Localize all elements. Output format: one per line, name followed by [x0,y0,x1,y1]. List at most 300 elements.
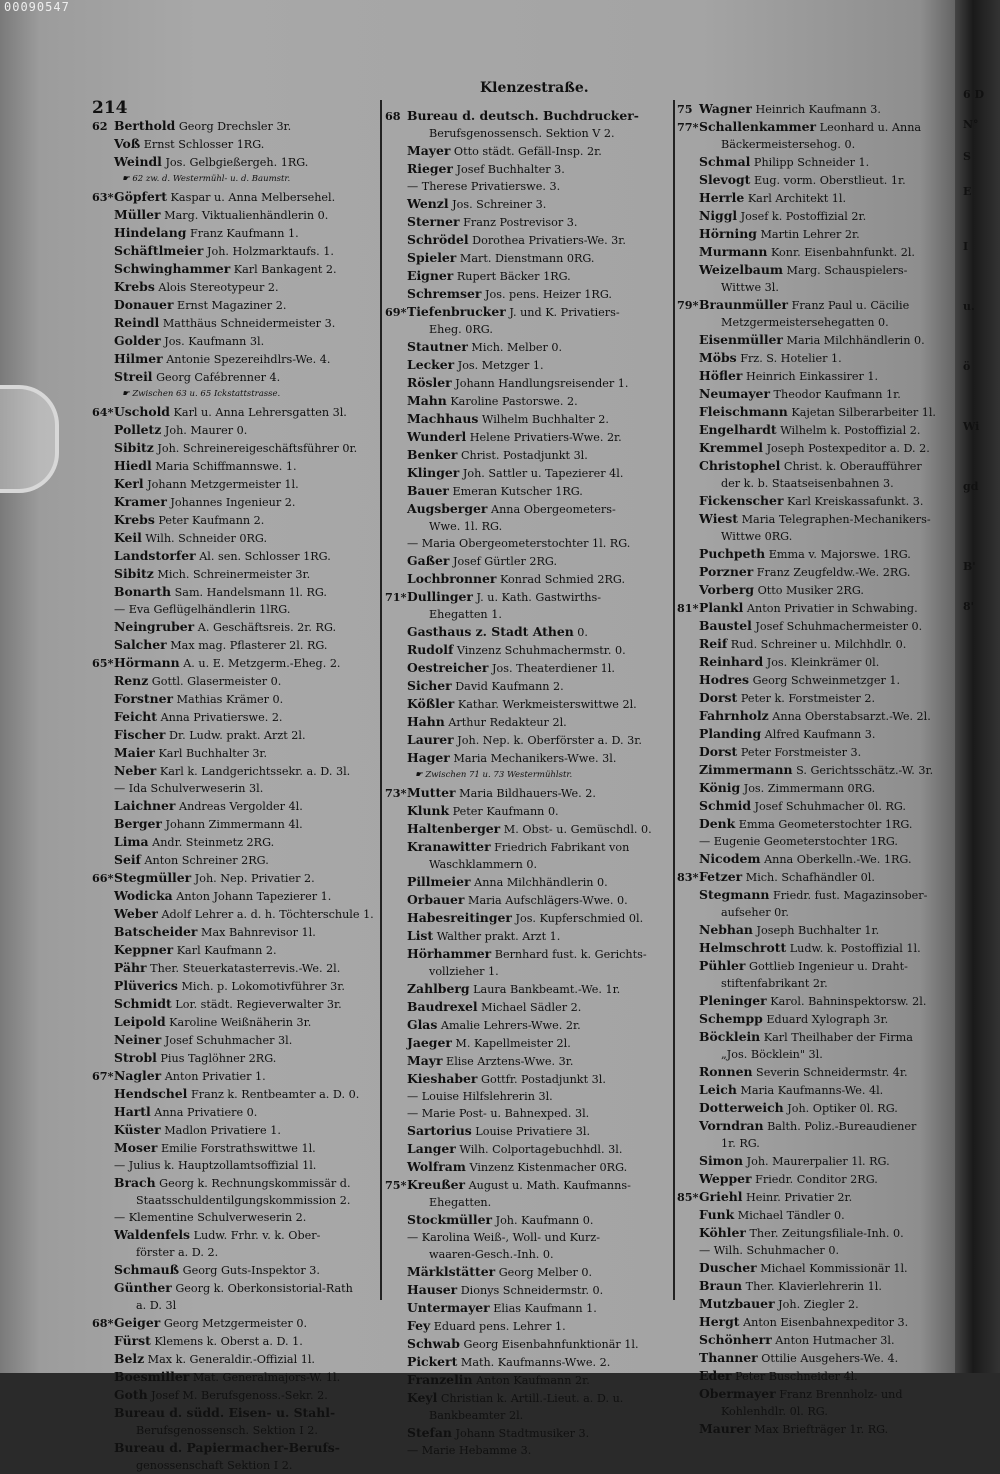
entry-surname: Krebs [114,512,155,527]
entry-wrap-line: stiftenfabrikant 2r. [721,977,828,990]
entry-surname: Hendschel [114,1086,188,1101]
house-number: 75* [385,1178,407,1192]
entry-surname: Keil [114,530,142,545]
entry-surname: Niggl [699,208,738,223]
entry-surname: Donauer [114,297,174,312]
entry-wrap-line: „Jos. Böcklein" 3l. [721,1048,823,1061]
entry-details: Joseph Postexpeditor a. D. 2. [766,442,930,455]
directory-entry [92,117,382,135]
entry-details: Mich. Melber 0. [471,341,563,354]
entry-surname: Wolfram [407,1159,466,1174]
entry-details: Rud. Schreiner u. Milchhdlr. 0. [730,638,907,651]
entry-details: Karoline Weißnäherin 3r. [169,1016,312,1029]
entry-surname: Sartorius [407,1123,472,1138]
directory-entry [677,457,955,475]
directory-entry [385,909,677,927]
entry-surname: Weizelbaum [699,262,783,277]
page-number: 214 [92,98,128,118]
entry-details: Gottlieb Ingenieur u. Draht- [749,960,908,973]
entry-wrap-line: Metzgermeistersehegatten 0. [721,316,889,329]
house-number: 81* [677,601,699,615]
directory-entry [92,457,382,475]
directory-entry [677,850,955,868]
directory-entry [92,762,382,780]
entry-surname: Schwab [407,1336,460,1351]
entry-surname: Tiefenbrucker [407,304,506,319]
directory-entry [92,583,382,601]
entry-surname: Pühler [699,958,746,973]
entry-continuation: — Klementine Schulverweserin 2. [114,1211,307,1224]
edge-fragment: 8' [963,600,975,613]
entry-details: Anna Oberstabsarzt.-We. 2l. [772,710,931,723]
directory-entry [92,959,382,977]
entry-details: Marg. Viktualienhändlerin 0. [164,209,329,222]
directory-entry [92,296,382,314]
entry-details: Karl Bankagent 2. [233,263,337,276]
entry-surname: Fleischmann [699,404,788,419]
entry-surname: Hörmann [114,655,180,670]
entry-surname: Hartl [114,1104,151,1119]
entry-surname: Bureau d. Papiermacher-Berufs- [114,1440,340,1455]
entry-surname: Belz [114,1351,145,1366]
entry-details: Emma Geometerstochter 1RG. [738,818,913,831]
directory-entry [92,188,382,206]
entry-surname: Mutter [407,785,456,800]
entry-surname: Rieger [407,161,453,176]
entry-surname: Simon [699,1153,744,1168]
entry-surname: Polletz [114,422,162,437]
entry-surname: List [407,928,434,943]
directory-entry [92,1368,382,1386]
directory-entry [677,689,955,707]
entry-details: Karl u. Anna Lehrersgatten 3l. [173,406,347,419]
entry-surname: Wiest [699,511,738,526]
entry-details: Andreas Vergolder 4l. [178,800,303,813]
entry-wrap-line: aufseher 0r. [721,906,789,919]
entry-details: Dionys Schneidermstr. 0. [460,1284,604,1297]
entry-details: Arthur Redakteur 2l. [448,716,567,729]
directory-entry [385,482,677,500]
directory-entry [385,659,677,677]
entry-details: Peter Kaufmann 2. [158,514,265,527]
entry-details: Ther. Klavierlehrerin 1l. [745,1280,882,1293]
entry-surname: Plankl [699,600,744,615]
entry-surname: Berthold [114,118,176,133]
entry-surname: Reindl [114,315,160,330]
entry-surname: Pleninger [699,993,767,1008]
entry-details: Christian k. Artill.-Lieut. a. D. u. [440,1392,624,1405]
entry-details: Vinzenz Schuhmachermstr. 0. [456,644,626,657]
directory-entry [92,1350,382,1368]
entry-surname: Rudolf [407,642,454,657]
entry-details: Ernst Magaziner 2. [177,299,287,312]
directory-entry [677,1117,955,1135]
entry-surname: Hörning [699,226,757,241]
directory-entry [92,368,382,386]
entry-surname: Laurer [407,732,454,747]
entry-surname: Schallenkammer [699,119,817,134]
entry-surname: Bonarth [114,584,172,599]
entry-surname: Fey [407,1318,431,1333]
entry-surname: Kramer [114,494,167,509]
entry-details: Anna Milchhändlerin 0. [474,876,608,889]
directory-entry [677,921,955,939]
entry-details: Anna Obergeometers- [490,503,616,516]
entry-surname: Reif [699,636,728,651]
entry-details: Maria Mechanikers-Wwe. 3l. [453,752,617,765]
entry-details: Eduard Xylograph 3r. [766,1013,889,1026]
entry-details: Matthäus Schneidermeister 3. [162,317,336,330]
entry-surname: Nebhan [699,922,753,937]
edge-fragment: I [963,240,969,253]
house-number: 79* [677,298,699,312]
entry-wrap-line: Wittwe 3l. [721,281,779,294]
entry-surname: Obermayer [699,1386,776,1401]
entry-details: Anna Privatiere 0. [154,1106,258,1119]
entry-surname: Göpfert [114,189,167,204]
directory-entry [385,731,677,749]
entry-details: Mich. Schreinermeister 3r. [157,568,311,581]
entry-details: Marg. Schauspielers- [786,264,908,277]
directory-entry [385,570,677,588]
entry-details: Karoline Pastorswe. 2. [450,395,578,408]
entry-details: Georg Drechsler 3r. [178,120,292,133]
entry-surname: Krebs [114,279,155,294]
directory-entry [92,1031,382,1049]
entry-details: Christ. Postadjunkt 3l. [460,449,588,462]
entry-details: Josef Schuhmacher 3l. [164,1034,293,1047]
entry-surname: Weber [114,906,158,921]
directory-entry [385,1122,677,1140]
entry-surname: Hiedl [114,458,152,473]
directory-entry [677,635,955,653]
entry-details: Emeran Kutscher 1RG. [452,485,583,498]
directory-entry [677,367,955,385]
entry-details: A. Geschäftsreis. 2r. RG. [197,621,337,634]
entry-details: Gottfr. Postadjunkt 3l. [481,1073,606,1086]
entry-details: Josef Schuhmacher 0l. RG. [754,800,906,813]
entry-surname: Lecker [407,357,455,372]
directory-entry [677,385,955,403]
entry-details: Anton Privatier in Schwabing. [746,602,918,615]
directory-entry [385,980,677,998]
entry-details: M. Obst- u. Gemüschdl. 0. [503,823,652,836]
directory-entry [92,887,382,905]
entry-surname: Schönherr [699,1332,772,1347]
entry-details: Antonie Spezereihdlrs-We. 4. [166,353,331,366]
entry-details: Josef Buchhalter 3. [456,163,565,176]
entry-surname: Strobl [114,1050,157,1065]
directory-entry [677,886,955,904]
directory-entry [385,356,677,374]
directory-entry [677,761,955,779]
entry-details: Joh. Ziegler 2. [778,1298,859,1311]
directory-entry [385,464,677,482]
entry-surname: Vorberg [699,582,755,597]
entry-surname: Hager [407,750,450,765]
entry-surname: Wepper [699,1171,752,1186]
entry-wrap-line: Wittwe 0RG. [721,530,793,543]
entry-details: Severin Schneidermstr. 4r. [756,1066,908,1079]
directory-entry [385,1158,677,1176]
directory-entry [92,851,382,869]
entry-details: Johann Metzgermeister 1l. [147,478,299,491]
entry-details: Elise Arztens-Wwe. 3r. [446,1055,574,1068]
entry-details: Joseph Buchhalter 1r. [756,924,880,937]
entry-surname: Voß [114,136,141,151]
entry-surname: Geiger [114,1315,161,1330]
entry-surname: Sibitz [114,566,154,581]
entry-surname: Keyl [407,1390,438,1405]
entry-surname: Küster [114,1122,161,1137]
entry-surname: Thanner [699,1350,758,1365]
entry-surname: Reinhard [699,654,764,669]
directory-entry [92,1139,382,1157]
entry-surname: Waldenfels [114,1227,191,1242]
entry-details: Balth. Poliz.-Bureaudiener [767,1120,917,1133]
entry-details: Vinzenz Kistenmacher 0RG. [469,1161,628,1174]
directory-entry [92,314,382,332]
entry-details: Eduard pens. Lehrer 1. [433,1320,566,1333]
directory-entry [92,726,382,744]
directory-entry [677,868,955,886]
entry-surname: Wenzl [407,196,449,211]
column-right [677,100,955,1438]
entry-surname: Möbs [699,350,737,365]
directory-entry [385,107,677,125]
entry-details: Al. sen. Schlosser 1RG. [199,550,331,563]
entry-continuation: — Eugenie Geometerstochter 1RG. [699,835,898,848]
entry-surname: Batscheider [114,924,198,939]
directory-entry [92,815,382,833]
directory-entry [677,1295,955,1313]
directory-entry [677,653,955,671]
directory-entry [385,1371,677,1389]
directory-entry [385,998,677,1016]
directory-entry [92,206,382,224]
directory-entry [92,493,382,511]
entry-details: Jos. Kaufmann 3l. [164,335,265,348]
house-number: 83* [677,870,699,884]
directory-entry [677,243,955,261]
entry-details: Pius Taglöhner 2RG. [160,1052,277,1065]
entry-details: Johann Zimmermann 4l. [165,818,303,831]
entry-surname: Herrle [699,190,745,205]
entry-surname: Schmidt [114,996,172,1011]
directory-entry [677,797,955,815]
directory-entry [92,421,382,439]
entry-details: Jos. Kleinkrämer 0l. [766,656,880,669]
entry-surname: Seif [114,852,141,867]
house-number: 73* [385,786,407,800]
entry-details: Maria Bildhauers-We. 2. [459,787,596,800]
entry-surname: Hahn [407,714,445,729]
entry-wrap-line: Bäckermeistersehog. 0. [721,138,856,151]
directory-entry [677,153,955,171]
entry-details: Michael Tändler 0. [737,1209,845,1222]
entry-surname: Günther [114,1280,172,1295]
directory-entry [677,1420,955,1438]
directory-entry [677,815,955,833]
entry-details: Friedr. fust. Magazinsober- [772,889,928,902]
entry-details: Georg Metzgermeister 0. [163,1317,308,1330]
directory-entry [677,1152,955,1170]
entry-details: Georg k. Oberkonsistorial-Rath [175,1282,353,1295]
directory-entry [92,1085,382,1103]
entry-details: Michael Sädler 2. [481,1001,582,1014]
entry-surname: Hergt [699,1314,740,1329]
entry-surname: Augsberger [407,501,488,516]
entry-details: Ther. Steuerkatasterrevis.-We. 2l. [150,962,341,975]
entry-surname: Denk [699,816,736,831]
entry-surname: Planding [699,726,762,741]
entry-surname: Neber [114,763,157,778]
entry-wrap-line: Ehegatten. [429,1196,492,1209]
entry-surname: Hindelang [114,225,187,240]
entry-surname: Oestreicher [407,660,489,675]
entry-wrap-line: Waschklammern 0. [429,858,538,871]
entry-details: Otto städt. Gefäll-Insp. 2r. [453,145,602,158]
entry-details: Heinr. Privatier 2r. [745,1191,853,1204]
directory-entry [385,1281,677,1299]
entry-details: Georg k. Rechnungskommissär d. [159,1177,351,1190]
directory-entry [92,923,382,941]
entry-details: Max Bahnrevisor 1l. [200,926,316,939]
entry-details: Jos. Kupferschmied 0l. [515,912,644,925]
directory-entry [677,403,955,421]
entry-continuation: — Marie Post- u. Bahnexped. 3l. [407,1107,590,1120]
entry-wrap-line: förster a. D. 2. [136,1246,219,1259]
entry-surname: Pickert [407,1354,458,1369]
directory-entry [385,374,677,392]
entry-details: Konr. Eisenbahnfunkt. 2l. [770,246,915,259]
entry-surname: Kremmel [699,440,763,455]
entry-details: Heinrich Einkassirer 1. [745,370,879,383]
entry-details: Max mag. Pflasterer 2l. RG. [170,639,328,652]
directory-entry [92,475,382,493]
house-number: 71* [385,590,407,604]
entry-surname: Köhler [699,1225,746,1240]
entry-surname: Dorst [699,744,738,759]
entry-surname: Mayr [407,1053,443,1068]
house-number: 67* [92,1069,114,1083]
entry-surname: Schmauß [114,1262,180,1277]
entry-surname: Mutzbauer [699,1296,775,1311]
entry-surname: Leich [699,1082,737,1097]
entry-details: Amalie Lehrers-Wwe. 2r. [440,1019,581,1032]
house-number: 69* [385,305,407,319]
entry-continuation: — Maria Obergeometerstochter 1l. RG. [407,537,631,550]
directory-entry [92,869,382,887]
entry-surname: Sicher [407,678,452,693]
entry-wrap-line: waaren-Gesch.-Inh. 0. [429,1248,554,1261]
entry-details: Math. Kaufmanns-Wwe. 2. [460,1356,611,1369]
entry-surname: Moser [114,1140,158,1155]
entry-wrap-line: Wwe. 1l. RG. [429,520,503,533]
entry-details: David Kaufmann 2. [455,680,564,693]
entry-details: Anton Hutmacher 3l. [775,1334,895,1347]
directory-entry [677,349,955,367]
entry-surname: Zimmermann [699,762,793,777]
entry-details: Josef M. Berufsgenoss.-Sekr. 2. [151,1389,328,1402]
entry-wrap-line: genossenschaft Sektion I 2. [136,1459,293,1472]
entry-surname: Wodicka [114,888,173,903]
entry-surname: Kerl [114,476,144,491]
directory-entry [92,941,382,959]
directory-entry [92,977,382,995]
entry-surname: Stockmüller [407,1212,493,1227]
directory-entry [92,708,382,726]
entry-surname: Wunderl [407,429,467,444]
entry-details: Joh. Nep. Privatier 2. [194,872,315,885]
entry-surname: Uschold [114,404,170,419]
directory-entry [677,563,955,581]
directory-entry [385,623,677,641]
entry-surname: Keppner [114,942,174,957]
entry-details: Peter k. Forstmeister 2. [740,692,876,705]
entry-details: Maria Telegraphen-Mechanikers- [741,513,931,526]
entry-details: Adolf Lehrer a. d. h. Töchterschule 1. [161,908,374,921]
directory-entry [677,1349,955,1367]
directory-entry [92,565,382,583]
entry-details: M. Kapellmeister 2l. [455,1037,571,1050]
entry-details: Maria Kaufmanns-We. 4l. [740,1084,884,1097]
directory-entry [385,1353,677,1371]
directory-entry [677,581,955,599]
entry-surname: Goth [114,1387,148,1402]
entry-details: Walther prakt. Arzt 1. [436,930,561,943]
directory-entry [677,1170,955,1188]
directory-entry [385,213,677,231]
directory-entry [385,195,677,213]
entry-surname: Dorst [699,690,738,705]
directory-entry [92,135,382,153]
directory-entry [92,618,382,636]
entry-surname: Slevogt [699,172,751,187]
directory-entry [677,1385,955,1403]
entry-surname: Schwinghammer [114,261,231,276]
directory-entry [677,617,955,635]
entry-details: Emilie Forstrathswittwe 1l. [160,1142,316,1155]
entry-surname: Forstner [114,691,174,706]
house-number: 63* [92,190,114,204]
edge-fragment: E [963,185,972,198]
entry-surname: Bureau d. deutsch. Buchdrucker- [407,108,639,123]
directory-entry [677,1206,955,1224]
entry-details: Mat. Generalmajors-W. 1l. [192,1371,341,1384]
entry-surname: Lochbronner [407,571,497,586]
entry-details: Emma v. Majorswe. 1RG. [768,548,911,561]
edge-fragment: ö [963,360,971,373]
entry-surname: Landstorfer [114,548,196,563]
edge-fragment: N° [963,118,979,131]
directory-entry [92,672,382,690]
entry-surname: Schrödel [407,232,469,247]
entry-continuation: — Marie Hebamme 3. [407,1444,532,1457]
entry-details: Franz Paul u. Cäcilie [791,299,910,312]
entry-details: Eug. vorm. Oberstlieut. 1r. [753,174,906,187]
directory-entry [385,820,677,838]
directory-entry [92,833,382,851]
entry-surname: Neumayer [699,386,770,401]
directory-entry [677,939,955,957]
entry-surname: Schmal [699,154,751,169]
directory-entry [92,1103,382,1121]
entry-surname: Bureau d. südd. Eisen- u. Stahl- [114,1405,336,1420]
directory-entry [677,100,955,118]
directory-entry [92,744,382,762]
entry-details: Karl Kreiskassafunkt. 3. [787,495,924,508]
